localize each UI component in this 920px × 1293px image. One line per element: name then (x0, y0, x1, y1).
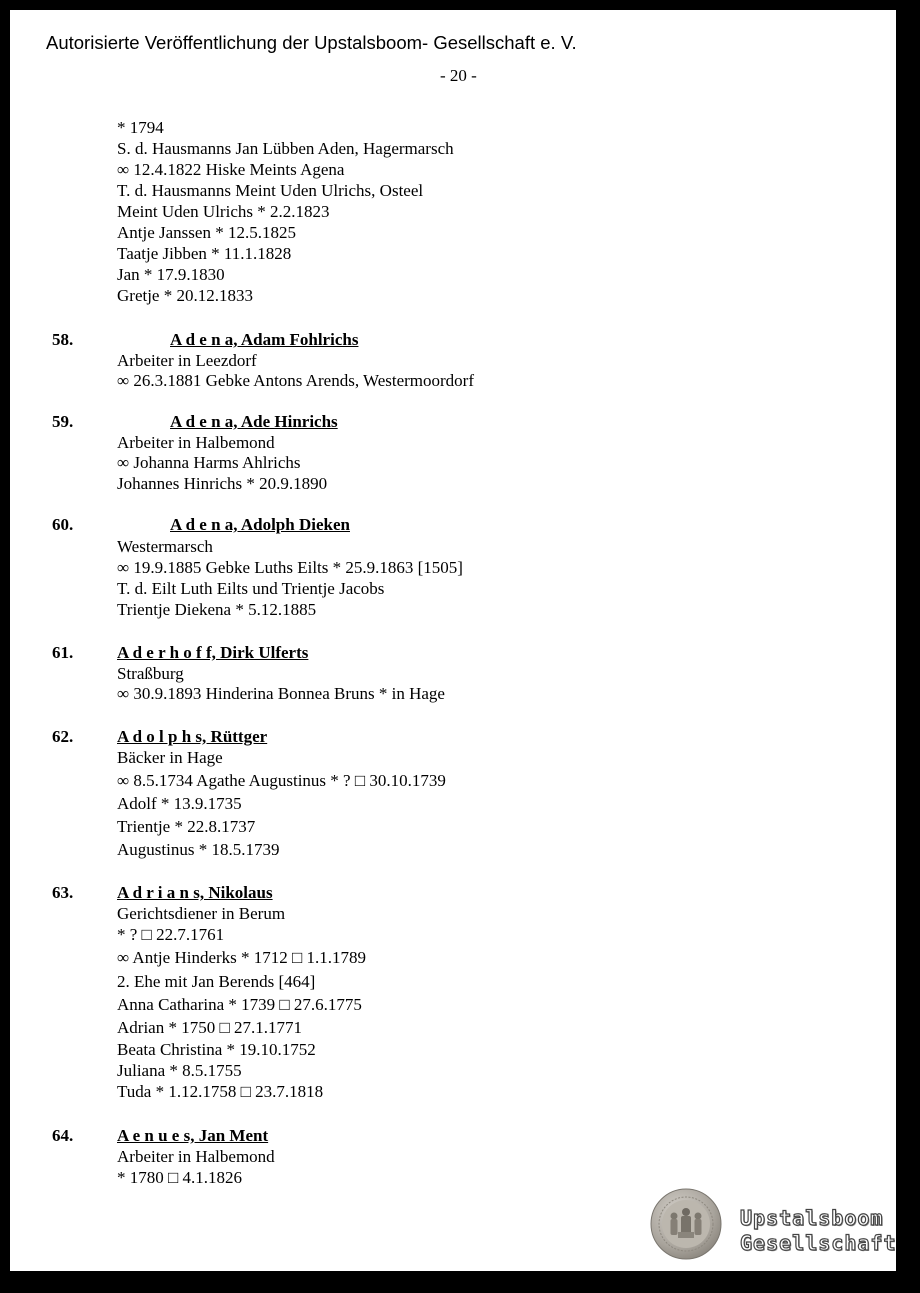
entry-line: * ? □ 22.7.1761 (117, 925, 225, 944)
entry-line: Gretje * 20.12.1833 (117, 286, 253, 305)
entry-line: ∞ 8.5.1734 Agathe Augustinus * ? □ 30.10.1739 (117, 771, 446, 790)
entry-line: Meint Uden Ulrichs * 2.2.1823 (117, 202, 330, 221)
entry-line: ∞ 19.9.1885 Gebke Luths Eilts * 25.9.1863 [1505] (117, 558, 463, 577)
entry-line: ∞ Johanna Harms Ahlrichs (117, 453, 301, 472)
entry-line: Arbeiter in Leezdorf (117, 351, 257, 370)
entry-number: 58. (52, 330, 74, 349)
entry-line: Augustinus * 18.5.1739 (117, 840, 280, 859)
entry-name: A d e n a, Ade Hinrichs (170, 412, 338, 431)
entry-name: A d e n a, Adam Fohlrichs (170, 330, 359, 349)
entry-line: ∞ 12.4.1822 Hiske Meints Agena (117, 160, 345, 179)
entry-line: Tuda * 1.12.1758 □ 23.7.1818 (117, 1082, 324, 1101)
entry-line: Beata Christina * 19.10.1752 (117, 1040, 316, 1059)
entry-number: 63. (52, 883, 74, 902)
entry-line: ∞ 26.3.1881 Gebke Antons Arends, Westermoordorf (117, 371, 474, 390)
entry-name: A e n u e s, Jan Ment (117, 1126, 269, 1145)
entry-line: Johannes Hinrichs * 20.9.1890 (117, 474, 328, 493)
entry-line: * 1780 □ 4.1.1826 (117, 1168, 243, 1187)
entry-line: Juliana * 8.5.1755 (117, 1061, 242, 1080)
entry-line: Arbeiter in Halbemond (117, 433, 275, 452)
entry-line: ∞ 30.9.1893 Hinderina Bonnea Bruns * in Hage (117, 684, 445, 703)
entry-line: 2. Ehe mit Jan Berends [464] (117, 972, 316, 991)
entry-line: Jan * 17.9.1830 (117, 265, 225, 284)
entry-line: Trientje * 22.8.1737 (117, 817, 256, 836)
entry-line: T. d. Hausmanns Meint Uden Ulrichs, Osteel (117, 181, 424, 200)
entry-line: Adrian * 1750 □ 27.1.1771 (117, 1018, 302, 1037)
entry-line: Adolf * 13.9.1735 (117, 794, 242, 813)
entry-line: Bäcker in Hage (117, 748, 223, 767)
entry-name: A d o l p h s, Rüttger (117, 727, 268, 746)
entry-line: Anna Catharina * 1739 □ 27.6.1775 (117, 995, 362, 1014)
entry-number: 60. (52, 515, 74, 534)
society-seal-icon (650, 1188, 722, 1260)
page-header: Autorisierte Veröffentlichung der Upstalsboom- Gesellschaft e. V. (46, 32, 577, 53)
entry-line: Straßburg (117, 664, 184, 683)
entry-number: 61. (52, 643, 74, 662)
entry-line: ∞ Antje Hinderks * 1712 □ 1.1.1789 (117, 948, 367, 967)
entry-line: T. d. Eilt Luth Eilts und Trientje Jacobs (117, 579, 385, 598)
entry-line: * 1794 (117, 118, 164, 137)
entry-line: Westermarsch (117, 537, 213, 556)
entry-name: A d e r h o f f, Dirk Ulferts (117, 643, 309, 662)
entry-name: A d r i a n s, Nikolaus (117, 883, 273, 902)
entry-number: 62. (52, 727, 74, 746)
entry-name: A d e n a, Adolph Dieken (170, 515, 350, 534)
page-number: - 20 - (440, 66, 477, 85)
entry-line: Antje Janssen * 12.5.1825 (117, 223, 296, 242)
entry-line: Gerichtsdiener in Berum (117, 904, 286, 923)
entry-number: 64. (52, 1126, 74, 1145)
entry-line: Trientje Diekena * 5.12.1885 (117, 600, 317, 619)
entry-line: Taatje Jibben * 11.1.1828 (117, 244, 292, 263)
entry-line: Arbeiter in Halbemond (117, 1147, 275, 1166)
logo-line2: Gesellschaft (740, 1231, 897, 1255)
logo-line1: Upstalsboom (740, 1206, 884, 1230)
entry-number: 59. (52, 412, 74, 431)
entry-line: S. d. Hausmanns Jan Lübben Aden, Hagermarsch (117, 139, 454, 158)
